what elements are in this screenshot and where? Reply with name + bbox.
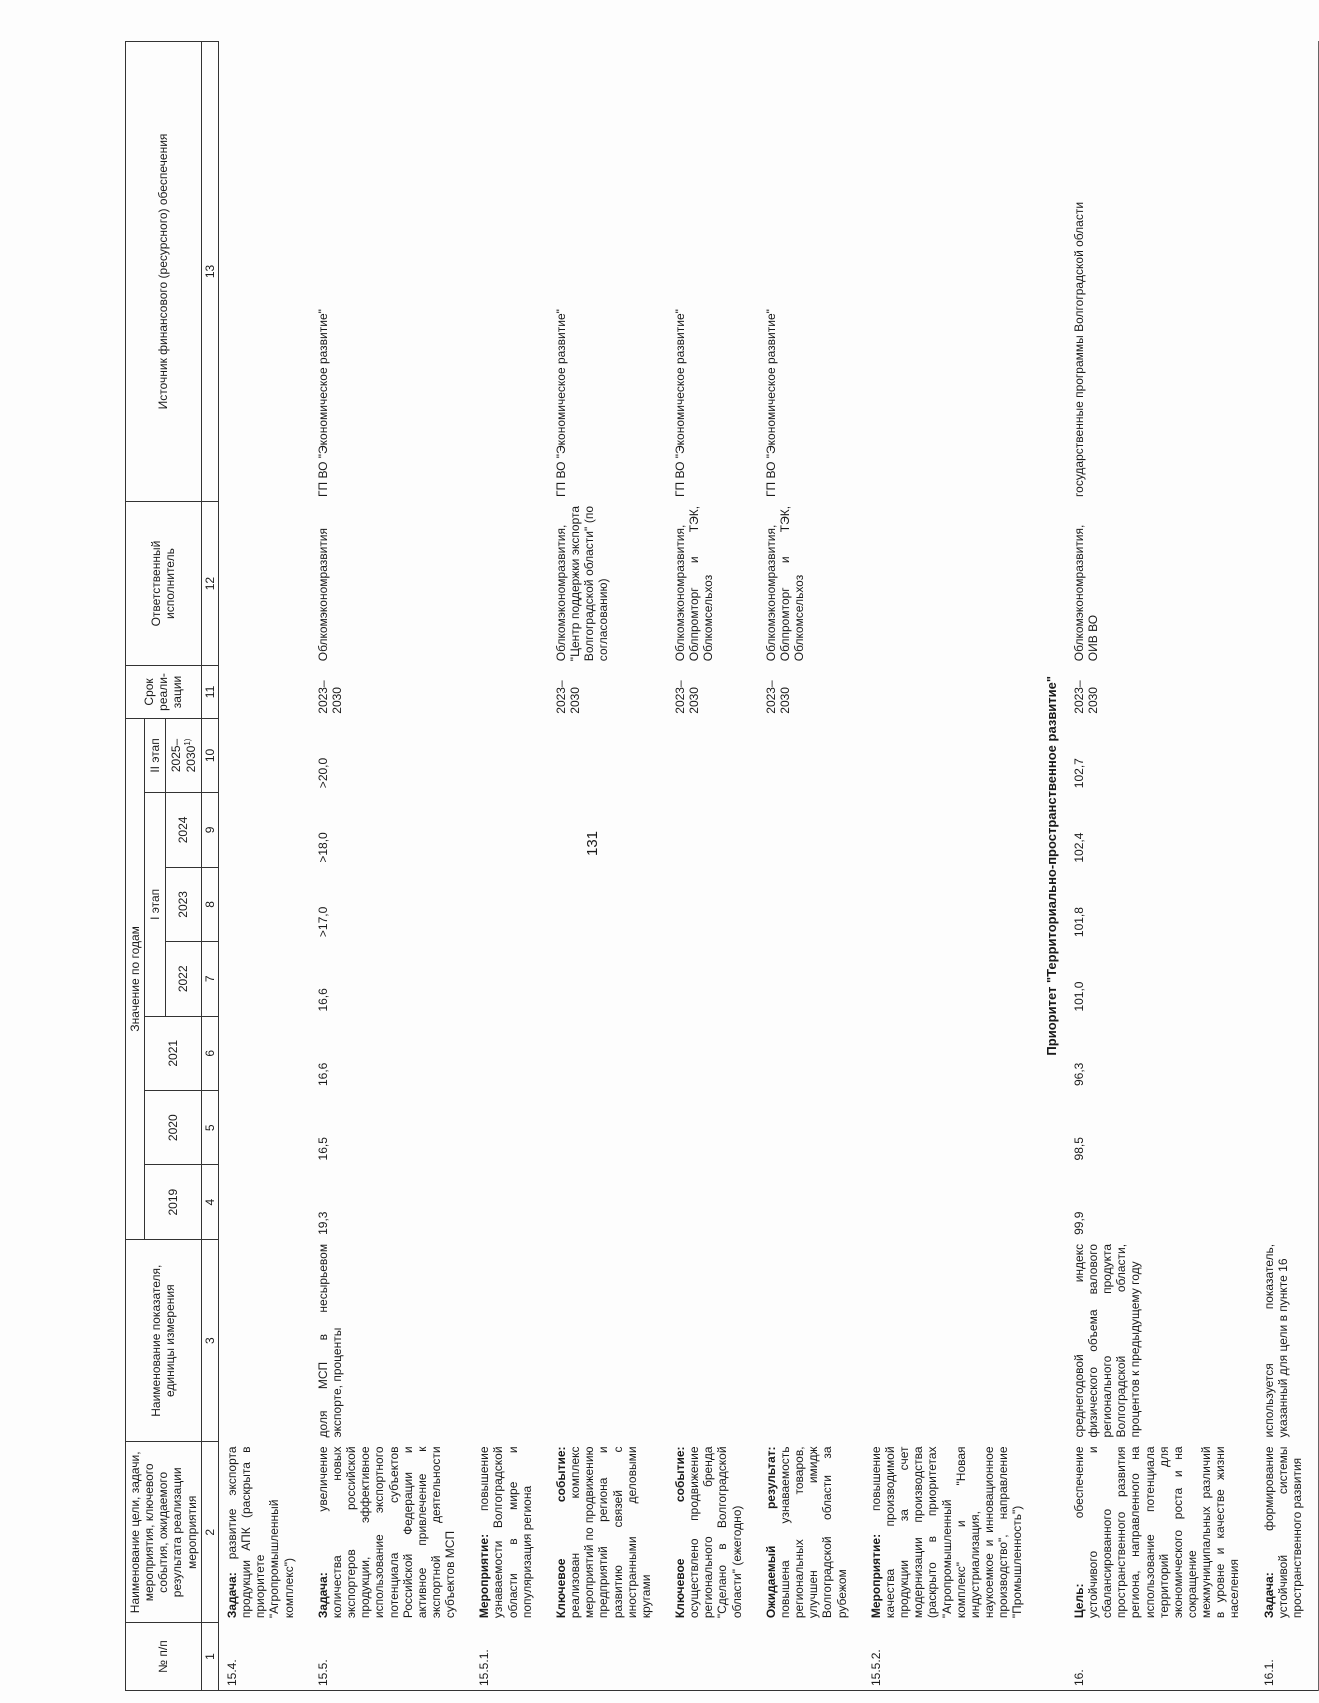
value-2022 (863, 942, 1039, 1016)
index-cell: 4 (201, 1165, 218, 1239)
item-text: формирование устойчивой системы пространственного развития (1261, 1446, 1304, 1619)
priority-heading: Приоритет "Территориально-пространственное развитие" (1038, 42, 1065, 1691)
item-label: Цель: (1071, 1583, 1086, 1619)
value-2021 (471, 1016, 548, 1090)
executor-cell (863, 501, 1039, 665)
indicator-cell (667, 1239, 758, 1442)
executor-cell (471, 501, 548, 665)
source-cell: ГП ВО "Экономическое развитие" (763, 309, 778, 497)
item-label: Мероприятие: (868, 1533, 883, 1619)
index-cell: 10 (201, 718, 218, 792)
value-2025 (548, 718, 667, 792)
header-year-2019: 2019 (145, 1165, 202, 1239)
index-cell: 5 (201, 1091, 218, 1165)
value-2020 (863, 1091, 1039, 1165)
value-2023 (218, 867, 309, 941)
value-2019 (471, 1165, 548, 1239)
index-cell: 3 (201, 1239, 218, 1442)
value-2021 (548, 1016, 667, 1090)
table-header (126, 42, 219, 1691)
source-cell: государственные программы Волгоградской области (1071, 201, 1086, 497)
value-2019: 99,9 (1071, 1211, 1086, 1235)
term-cell: 2023–2030 (553, 680, 583, 714)
executor-cell (218, 501, 309, 665)
table-body (218, 42, 1038, 1691)
item-text: реализован комплекс мероприятий по продвижению предприятий региона и развитию связей с иностранными деловыми кругами (568, 1446, 653, 1619)
value-2020 (1256, 1091, 1319, 1165)
value-2024 (667, 793, 758, 867)
rotated-page (0, 23, 1304, 1703)
index-cell: 12 (201, 501, 218, 665)
indicator-cell (863, 1239, 1039, 1442)
item-text: развитие экспорта продукции АПК (раскрыта в приоритете "Агропромышленный комплекс") (224, 1446, 296, 1619)
item-text: повышение качества производимой продукции за счет модернизации производства (раскрыто в приоритетах "Агропромышленный комплекс" и "Новая индустриализация, наукоемкое и инновационное производство", направление "Промышленность") (868, 1446, 1025, 1619)
value-2021 (863, 1016, 1039, 1090)
header-executor: Ответственный исполнитель (126, 501, 202, 665)
value-2024: >18,0 (315, 832, 330, 863)
header-year-2022: 2022 (165, 942, 201, 1016)
value-2024 (1256, 793, 1319, 867)
value-2025 (863, 718, 1039, 792)
indicator-cell: используется показатель, указанный для цели в пункте 16 (1256, 1239, 1319, 1442)
indicator-cell (758, 1239, 863, 1442)
value-2020 (548, 1091, 667, 1165)
item-label: Задача: (1261, 1572, 1276, 1619)
table-row (758, 42, 863, 1691)
value-2025: 102,7 (1071, 758, 1086, 789)
item-description (310, 1442, 472, 1623)
value-2025 (218, 718, 309, 792)
value-2024 (471, 793, 548, 867)
value-2025 (667, 718, 758, 792)
item-description (667, 1442, 758, 1623)
item-description (1066, 1442, 1256, 1623)
value-2023 (1256, 867, 1319, 941)
value-2019 (863, 1165, 1039, 1239)
value-2020 (471, 1091, 548, 1165)
table-row (310, 42, 472, 1691)
item-text: повышение узнаваемости Волгоградской области в мире и популяризация региона (477, 1446, 534, 1619)
item-label: Ключевое событие: (673, 1446, 687, 1619)
value-2023 (863, 867, 1039, 941)
source-cell (218, 42, 309, 502)
value-2021 (218, 1016, 309, 1090)
item-label: Ключевое событие: (553, 1446, 568, 1619)
value-2021: 96,3 (1071, 1062, 1086, 1086)
item-description (1256, 1442, 1319, 1623)
header-year-2024: 2024 (165, 793, 201, 867)
value-2022 (1256, 942, 1319, 1016)
header-stage-2: II этап (145, 718, 166, 792)
value-2020 (218, 1091, 309, 1165)
value-2021 (758, 1016, 863, 1090)
index-cell: 11 (201, 666, 218, 719)
table-row (471, 42, 548, 1691)
item-text: увеличение количества новых экспортеров российской продукции, эффективное использование экспортного потенциала субъектов Российской Федерации и активное привлечение к экспортной деятельности субъектов МСП (315, 1446, 458, 1619)
value-2020: 16,5 (315, 1137, 330, 1161)
value-2019 (1256, 1165, 1319, 1239)
header-term: Срок реали-зации (126, 666, 202, 719)
header-values-group: Значение по годам (126, 718, 145, 1239)
row-number: 15.5.1. (471, 1623, 548, 1691)
value-2022: 101,0 (1071, 981, 1086, 1012)
item-description (218, 1442, 309, 1623)
source-cell (863, 42, 1039, 502)
header-name: Наименование цели, задачи, мероприятия, ключевого события, ожидаемого результата реализации мероприятия (126, 1442, 202, 1623)
value-2024 (758, 793, 863, 867)
table-row (1066, 42, 1256, 1691)
term-cell (1256, 666, 1319, 719)
value-2021 (1256, 1016, 1319, 1090)
item-label: Ожидаемый результат: (763, 1446, 778, 1619)
term-cell: 2023–2030 (1071, 680, 1100, 714)
index-cell: 7 (201, 942, 218, 1016)
value-2022 (667, 942, 758, 1016)
row-number: 15.4. (218, 1623, 309, 1691)
value-2025 (1256, 718, 1319, 792)
value-2024 (548, 793, 667, 867)
executor-cell (1256, 501, 1319, 665)
source-cell: ГП ВО "Экономическое развитие" (553, 309, 568, 497)
row-number (667, 1623, 758, 1691)
item-text: осуществлено продвижение регионального бренда "Сделано в Волгоградской области" (ежегодно) (687, 1446, 744, 1619)
value-2019: 19,3 (315, 1211, 330, 1235)
item-description (863, 1442, 1039, 1623)
value-2023 (548, 867, 667, 941)
source-cell (1256, 42, 1319, 502)
term-cell: 2023–2030 (315, 680, 344, 714)
index-cell: 8 (201, 867, 218, 941)
value-2023 (471, 867, 548, 941)
value-2020 (758, 1091, 863, 1165)
value-2022 (471, 942, 548, 1016)
value-2019 (667, 1165, 758, 1239)
executor-cell: Облкомэкономразвития, Облпромторг и ТЭК, Облкомсельхоз (763, 505, 807, 662)
term-cell (471, 666, 548, 719)
value-2022 (548, 942, 667, 1016)
source-cell (471, 42, 548, 502)
index-cell: 1 (201, 1623, 218, 1691)
value-2020: 98,5 (1071, 1137, 1086, 1161)
value-2019 (548, 1165, 667, 1239)
executor-cell: Облкомэкономразвития, Облпромторг и ТЭК, Облкомсельхоз (673, 505, 716, 662)
row-number: 16.1. (1256, 1623, 1319, 1691)
table-row (218, 42, 309, 1691)
row-number (758, 1623, 863, 1691)
header-num: № п/п (126, 1623, 202, 1691)
item-description (758, 1442, 863, 1623)
value-2022: 16,6 (315, 988, 330, 1012)
header-indicator: Наименование показателя, единицы измерения (126, 1239, 202, 1442)
value-2020 (667, 1091, 758, 1165)
row-number: 15.5.2. (863, 1623, 1039, 1691)
plan-table (125, 41, 1319, 1691)
indicator-cell: доля МСП в несырьевом экспорте, проценты (315, 1243, 344, 1438)
term-cell (218, 666, 309, 719)
item-text: обеспечение устойчивого и сбалансированного пространственного развития региона, направленного на использование потенциала территорий для экономического роста и на сокращение межмуниципальных различий в уровне и качестве жизни населения (1071, 1446, 1242, 1619)
executor-cell: Облкомэкономразвития (315, 527, 330, 662)
source-cell: ГП ВО "Экономическое развитие" (315, 309, 330, 497)
indicator-cell (471, 1239, 548, 1442)
header-stage-1: I этап (145, 793, 166, 1016)
item-description (471, 1442, 548, 1623)
index-cell: 9 (201, 793, 218, 867)
value-2025: >20,0 (315, 757, 330, 789)
value-2022 (218, 942, 309, 1016)
indicator-cell (218, 1239, 309, 1442)
item-label: Задача: (224, 1572, 239, 1619)
item-label: Мероприятие: (477, 1533, 492, 1619)
value-2021: 16,6 (315, 1062, 330, 1086)
value-2019 (758, 1165, 863, 1239)
value-2023 (667, 867, 758, 941)
header-source: Источник финансового (ресурсного) обеспечения (126, 42, 202, 502)
page-number: 131 (584, 830, 602, 857)
indicator-cell (548, 1239, 667, 1442)
term-cell (863, 666, 1039, 719)
value-2025 (471, 718, 548, 792)
header-year-2021: 2021 (145, 1016, 202, 1090)
header-year-2025: 2025–2030$^{1)}$ (165, 718, 201, 792)
value-2023 (758, 867, 863, 941)
table-body-2 (1066, 42, 1319, 1691)
executor-cell: Облкомэкономразвития, "Центр поддержки экспорта Волгоградской области" (по согласованию) (553, 505, 611, 662)
row-number: 16. (1066, 1623, 1256, 1691)
value-2024 (218, 793, 309, 867)
value-2019 (218, 1165, 309, 1239)
value-2023: >17,0 (315, 906, 330, 938)
value-2025 (758, 718, 863, 792)
term-cell: 2023–2030 (763, 680, 792, 714)
value-2024 (863, 793, 1039, 867)
table-row (863, 42, 1039, 1691)
index-cell: 13 (201, 42, 218, 502)
item-label: Задача: (315, 1572, 330, 1619)
item-text: повышена узнаваемость региональных товаров, улучшен имидж Волгоградской области за рубежом (777, 1446, 849, 1619)
indicator-cell: среднегодовой индекс физического объема валового регионального продукта Волгоградской области, процентов к предыдущему году (1071, 1243, 1143, 1438)
executor-cell: Облкомэкономразвития, ОИВ ВО (1071, 524, 1100, 662)
index-cell: 2 (201, 1442, 218, 1623)
item-description (548, 1442, 667, 1623)
priority-section (1038, 42, 1065, 1691)
table-row (548, 42, 667, 1691)
source-cell: ГП ВО "Экономическое развитие" (673, 309, 687, 497)
value-2024: 102,4 (1071, 832, 1086, 863)
index-cell: 6 (201, 1016, 218, 1090)
value-2022 (758, 942, 863, 1016)
row-number: 15.5. (310, 1623, 472, 1691)
table-row (667, 42, 758, 1691)
header-year-2020: 2020 (145, 1091, 202, 1165)
header-year-2023: 2023 (165, 867, 201, 941)
value-2021 (667, 1016, 758, 1090)
table-row (1256, 42, 1319, 1691)
index-row (201, 42, 218, 1691)
value-2023: 101,8 (1071, 907, 1086, 938)
term-cell: 2023–2030 (673, 680, 702, 714)
row-number (548, 1623, 667, 1691)
